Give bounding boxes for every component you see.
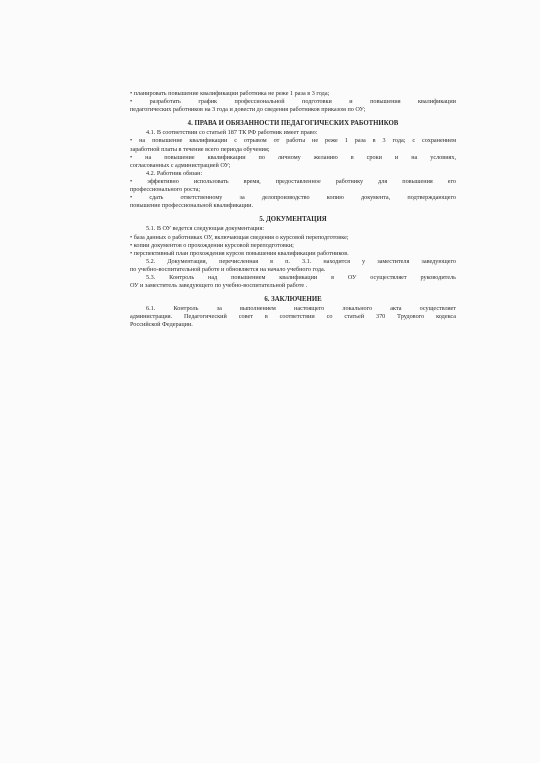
list-item: • копии документов о прохождении курсовой переподготовки; — [130, 241, 294, 249]
section-6-heading: 6. ЗАКЛЮЧЕНИЕ — [264, 296, 322, 304]
list-item: • сдать ответственному за делопроизводство копию документа, подтверждающего — [130, 194, 456, 202]
paragraph-6-1-continuation: Российской Федерации. — [130, 321, 193, 329]
paragraph-4-1: 4.1. В соответствии со статьей 187 ТК РФ работник имеет право: — [146, 129, 318, 137]
list-item-continuation: заработной платы в течение всего периода обучения; — [130, 145, 270, 153]
paragraph-5-2: 5.2. Документация, перечисленная в п. 3.1. находится у заместителя заведующего — [146, 257, 456, 265]
document-body — [130, 90, 456, 330]
list-item: • перспективный план прохождения курсов повышения квалификации работников. — [130, 249, 349, 257]
paragraph-6-1: 6.1. Контроль за выполнением настоящего локального акта осуществляет — [146, 305, 456, 313]
section-5-heading: 5. ДОКУМЕНТАЦИЯ — [259, 216, 327, 224]
paragraph-4-2: 4.2. Работник обязан: — [146, 169, 203, 177]
list-item: • планировать повышение квалификации работника не реже 1 раза в 3 года; — [130, 90, 330, 97]
list-item: • на повышение квалификации по личному желанию в сроки и на условиях, — [130, 153, 456, 161]
list-item-continuation: согласованных с администрацией ОУ; — [130, 161, 231, 169]
list-item: • разработать график профессиональной подготовки и повышения квалификации — [130, 98, 456, 106]
paragraph-5-3: 5.3. Контроль над повышением квалификации в ОУ осуществляет руководитель — [146, 273, 456, 281]
list-item-continuation: повышение профессиональной квалификации. — [130, 202, 254, 210]
list-item-continuation: профессионального роста; — [130, 186, 201, 194]
list-item: • эффективно использовать время, предоставленное работнику для повышения его — [130, 177, 456, 185]
list-item: • на повышение квалификации с отрывом от работы не реже 1 раза в 3 года; с сохранением — [130, 137, 456, 145]
list-item: • база данных о работниках ОУ, включающая сведения о курсовой переподготовке; — [130, 233, 349, 241]
paragraph-6-1-continuation: администрация. Педагогический совет в соответствии со статьей 370 Трудового кодекса — [130, 313, 456, 321]
paragraph-5-3-continuation: ОУ и заместитель заведующего по учебно-воспитательной работе . — [130, 282, 308, 290]
paragraph-5-2-continuation: по учебно-воспитательной работе и обновляется на начало учебного года. — [130, 265, 326, 273]
paragraph-5-1: 5.1. В ОУ ведется следующая документация: — [146, 225, 265, 233]
section-4-heading: 4. ПРАВА И ОБЯЗАННОСТИ ПЕДАГОГИЧЕСКИХ РАБОТНИКОВ — [187, 120, 399, 128]
list-item-continuation: педагогических работников на 3 года и довести до сведения работников приказом по ОУ; — [130, 106, 366, 114]
